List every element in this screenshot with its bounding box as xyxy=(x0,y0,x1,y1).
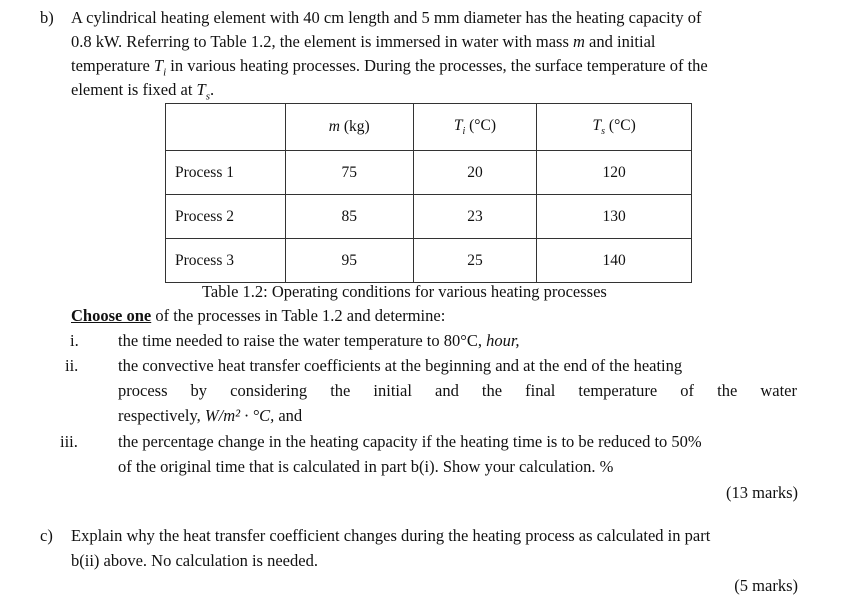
table-row xyxy=(166,239,692,283)
item-ii-number: ii. xyxy=(65,356,79,375)
surface-temp-symbol: $T_s$ xyxy=(196,80,211,103)
initial-temp-value: 25 xyxy=(413,239,537,283)
process-name: Process 1 xyxy=(166,151,286,195)
part-c-line-2: b(ii) above. No calculation is needed. xyxy=(71,551,318,570)
table-row xyxy=(166,151,692,195)
process-name: Process 3 xyxy=(166,239,286,283)
part-b-label: b) xyxy=(40,8,54,27)
instructions: Choose one of the processes in Table 1.2 and determine: xyxy=(71,306,446,325)
part-c-line-1: Explain why the heat transfer coefficient changes during the heating process as calculated in part xyxy=(71,526,711,545)
operating-conditions-table xyxy=(165,103,692,283)
item-ii-line-3: respectively, W/m² · °C, and xyxy=(118,406,303,425)
header-initial-temp: $T_i$ (°C) xyxy=(413,104,537,151)
header-empty xyxy=(166,104,286,151)
process-name: Process 2 xyxy=(166,195,286,239)
item-i-text: the time needed to raise the water temperature to 80°C, hour, xyxy=(118,331,520,350)
mass-value: 75 xyxy=(285,151,413,195)
part-b-line-2: 0.8 kW. Referring to Table 1.2, the element is immersed in water with mass m and initial xyxy=(71,32,656,51)
initial-temp-value: 23 xyxy=(413,195,537,239)
part-b-line-3: temperature $T_i$ in various heating processes. During the processes, the surface temperature of the xyxy=(71,56,708,79)
initial-temp-symbol: $T_i$ xyxy=(153,56,167,79)
mass-value: 85 xyxy=(285,195,413,239)
item-iii-line-1: the percentage change in the heating capacity if the heating time is to be reduced to 50% xyxy=(118,432,702,451)
hour-unit: hour, xyxy=(486,331,520,350)
mass-symbol: m xyxy=(573,32,585,51)
header-mass: m (kg) xyxy=(285,104,413,151)
htc-unit: W/m² · °C, xyxy=(204,406,275,425)
mass-value: 95 xyxy=(285,239,413,283)
initial-temp-value: 20 xyxy=(413,151,537,195)
item-i-number: i. xyxy=(70,331,79,350)
table-row xyxy=(166,195,692,239)
part-b-line-4: element is fixed at $T_s$. xyxy=(71,80,215,103)
part-b-line-1: A cylindrical heating element with 40 cm length and 5 mm diameter has the heating capacity of xyxy=(71,8,702,27)
surface-temp-value: 120 xyxy=(537,151,692,195)
surface-temp-value: 130 xyxy=(537,195,692,239)
header-surface-temp: $T_s$ (°C) xyxy=(537,104,692,151)
part-c-label: c) xyxy=(40,526,53,545)
surface-temp-value: 140 xyxy=(537,239,692,283)
table-header-row xyxy=(166,104,692,151)
item-ii-line-2: process by considering the initial and the final temperature of the water xyxy=(118,381,797,400)
table-caption: Table 1.2: Operating conditions for various heating processes xyxy=(202,282,607,301)
marks-part-b: (13 marks) xyxy=(726,483,798,502)
item-iii-line-2: of the original time that is calculated in part b(i). Show your calculation. % xyxy=(118,457,614,476)
item-iii-number: iii. xyxy=(60,432,78,451)
item-ii-line-1: the convective heat transfer coefficients at the beginning and at the end of the heating xyxy=(118,356,683,375)
marks-part-c: (5 marks) xyxy=(734,576,798,595)
choose-one-emphasis: Choose one xyxy=(71,306,152,325)
